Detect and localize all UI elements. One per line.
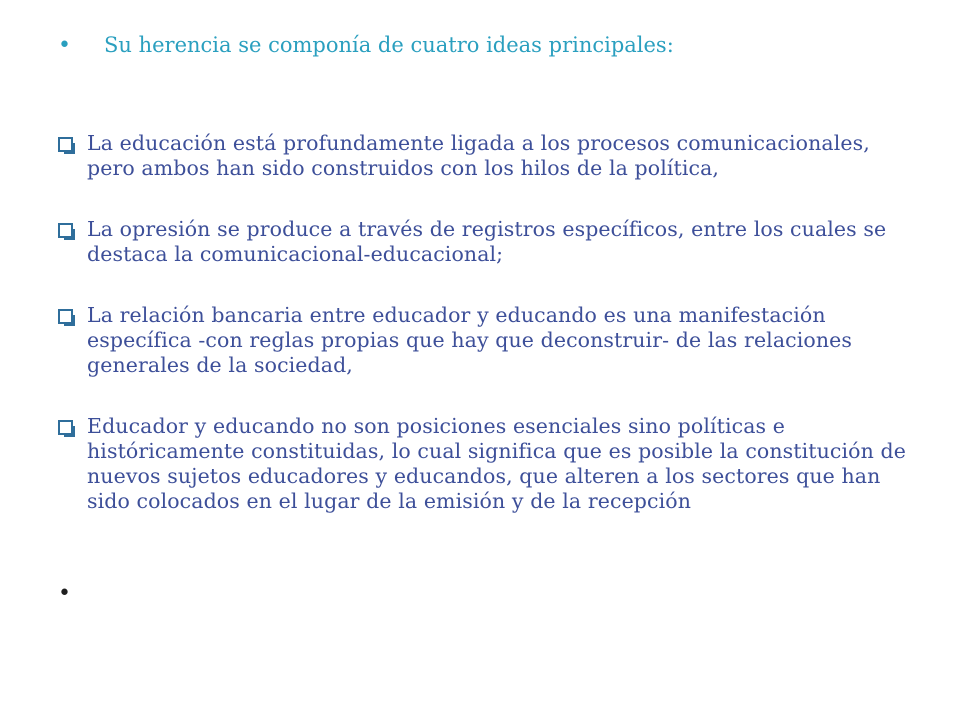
list-item-text: La relación bancaria entre educador y educando es una manifestación específica -con reglas propias que hay que deconstruir- de las relaciones generales de la sociedad, xyxy=(87,303,852,377)
list-item-text: Educador y educando no son posiciones esenciales sino políticas e históricamente constituidas, lo cual significa que es posible la constitución de nuevos sujetos educadores y educandos, que alteren a los sectores que han sido colocados en el lugar de la emisión y de la recepción xyxy=(87,414,906,513)
idea-list xyxy=(58,131,918,550)
square-bullet-icon xyxy=(58,223,73,238)
square-bullet-icon xyxy=(58,420,73,435)
square-bullet-icon xyxy=(58,309,73,324)
heading-bullet-icon: • xyxy=(58,33,71,58)
list-item-text: La opresión se produce a través de registros específicos, entre los cuales se destaca la comunicacional-educacional; xyxy=(87,217,887,266)
list-item xyxy=(58,217,918,267)
list-item-text: La educación está profundamente ligada a los procesos comunicacionales, pero ambos han sido construidos con los hilos de la política, xyxy=(87,131,870,180)
empty-bullet-icon: • xyxy=(58,581,71,606)
list-item xyxy=(58,303,918,378)
square-bullet-icon xyxy=(58,137,73,152)
slide-heading: Su herencia se componía de cuatro ideas principales: xyxy=(104,33,674,57)
list-item xyxy=(58,414,918,514)
heading-row xyxy=(58,30,918,61)
list-item xyxy=(58,131,918,181)
